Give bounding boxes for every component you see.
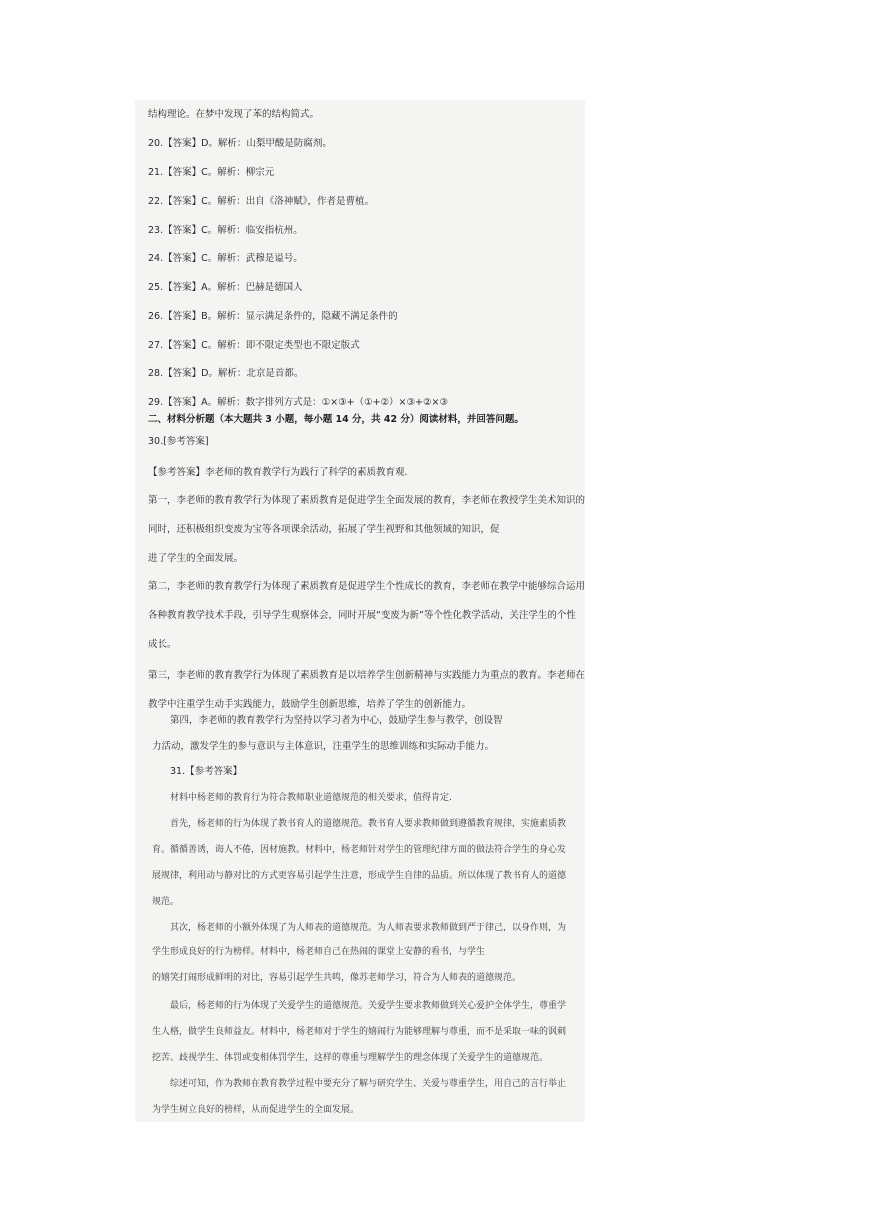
text-line: 同时，还积极组织变废为宝等各项课余活动，拓展了学生视野和其他领域的知识，促 [148, 524, 500, 535]
text-line: 第四，李老师的教育教学行为坚持以学习者为中心，鼓励学生参与教学，创设智 [170, 715, 503, 726]
text-line: 【参考答案】李老师的教育教学行为践行了科学的素质教育观. [148, 467, 408, 478]
answer-line: 27.【答案】C。解析：即不限定类型也不限定版式 [148, 340, 360, 351]
text-line: 第二，李老师的教育教学行为体现了素质教育是促进学生个性成长的教育，李老师在教学中能够综合运用 [148, 581, 586, 592]
question-number: 31.【参考答案】 [170, 766, 243, 777]
answer-line: 29.【答案】A。解析：数字排列方式是：①×③+（①+②）×③+②×③ [148, 397, 448, 408]
text-line: 成长。 [148, 639, 177, 650]
text-line: 第三，李老师的教育教学行为体现了素质教育是以培养学生创新精神与实践能力为重点的教育。李老师在 [148, 670, 586, 681]
answer-line: 23.【答案】C。解析：临安指杭州。 [148, 225, 303, 236]
section-heading: 二、材料分析题（本大题共 3 小题，每小题 14 分，共 42 分）阅读材料，并回答问题。 [148, 414, 524, 425]
answer-line: 20.【答案】D。解析：山梨甲酸是防腐剂。 [148, 138, 332, 149]
text-line: 首先，杨老师的行为体现了教书育人的道德规范。教书育人要求教师做到遵循教育规律，实施素质教 [170, 819, 567, 829]
answer-line: 25.【答案】A。解析：巴赫是德国人 [148, 282, 303, 293]
text-line: 展规律，利用动与静对比的方式更容易引起学生注意，形成学生自律的品质。所以体现了教书育人的道德 [152, 871, 567, 881]
answer-line: 28.【答案】D。解析：北京是首都。 [148, 368, 304, 379]
text-line: 挖苦、歧视学生、体罚或变相体罚学生，这样的尊重与理解学生的理念体现了关爱学生的道德规范。 [152, 1053, 549, 1063]
text-line: 规范。 [152, 897, 180, 907]
text-line: 的嬉笑打闹形成鲜明的对比，容易引起学生共鸣，像苏老师学习，符合为人师表的道德规范。 [152, 973, 522, 983]
text-line: 各种教育教学技术手段，引导学生观察体会，同时开展“变废为新”等个性化教学活动，关注学生的个性 [148, 610, 576, 621]
text-line: 材料中杨老师的教育行为符合教师职业道德规范的相关要求，值得肯定. [170, 793, 452, 803]
text-line: 学生形成良好的行为榜样。材料中，杨老师自己在热闹的课堂上安静的看书，与学生 [152, 947, 486, 957]
text-line: 生人格，做学生良师益友。材料中，杨老师对于学生的嬉闹行为能够理解与尊重，而不是采取一味的讽刺 [152, 1027, 567, 1037]
text-line: 最后，杨老师的行为体现了关爱学生的道德规范。关爱学生要求教师做到关心爱护全体学生，尊重学 [170, 1001, 567, 1011]
answer-line: 22.【答案】C。解析：出自《洛神赋》，作者是曹植。 [148, 196, 374, 207]
text-line: 教学中注重学生动手实践能力，鼓励学生创新思维，培养了学生的创新能力。 [148, 699, 472, 710]
answer-line: 26.【答案】B。解析：显示满足条件的，隐藏不满足条件的 [148, 311, 398, 322]
question-number: 30.[参考答案] [148, 436, 209, 447]
text-line: 第一，李老师的教育教学行为体现了素质教育是促进学生全面发展的教育，李老师在教授学生美术知识的 [148, 495, 586, 506]
text-line: 进了学生的全面发展。 [148, 553, 244, 564]
answer-line: 24.【答案】C。解析：武穆是谥号。 [148, 253, 303, 264]
text-line: 综述可知，作为教师在教育教学过程中要充分了解与研究学生、关爱与尊重学生，用自己的言行举止 [170, 1079, 567, 1089]
text-line: 其次，杨老师的小额外体现了为人师表的道德规范。为人师表要求教师做到严于律己，以身作则，为 [170, 923, 567, 933]
text-line: 为学生树立良好的榜样，从而促进学生的全面发展。 [152, 1105, 360, 1115]
text-line: 育。循循善诱，诲人不倦，因材施教。材料中，杨老师针对学生的管理纪律方面的做法符合学生的身心发 [152, 845, 567, 855]
answer-line: 21.【答案】C。解析：柳宗元 [148, 167, 275, 178]
text-line: 结构理论。在梦中发现了苯的结构简式。 [148, 109, 320, 120]
text-line: 力活动，激发学生的参与意识与主体意识，注重学生的思维训练和实际动手能力。 [152, 741, 495, 752]
